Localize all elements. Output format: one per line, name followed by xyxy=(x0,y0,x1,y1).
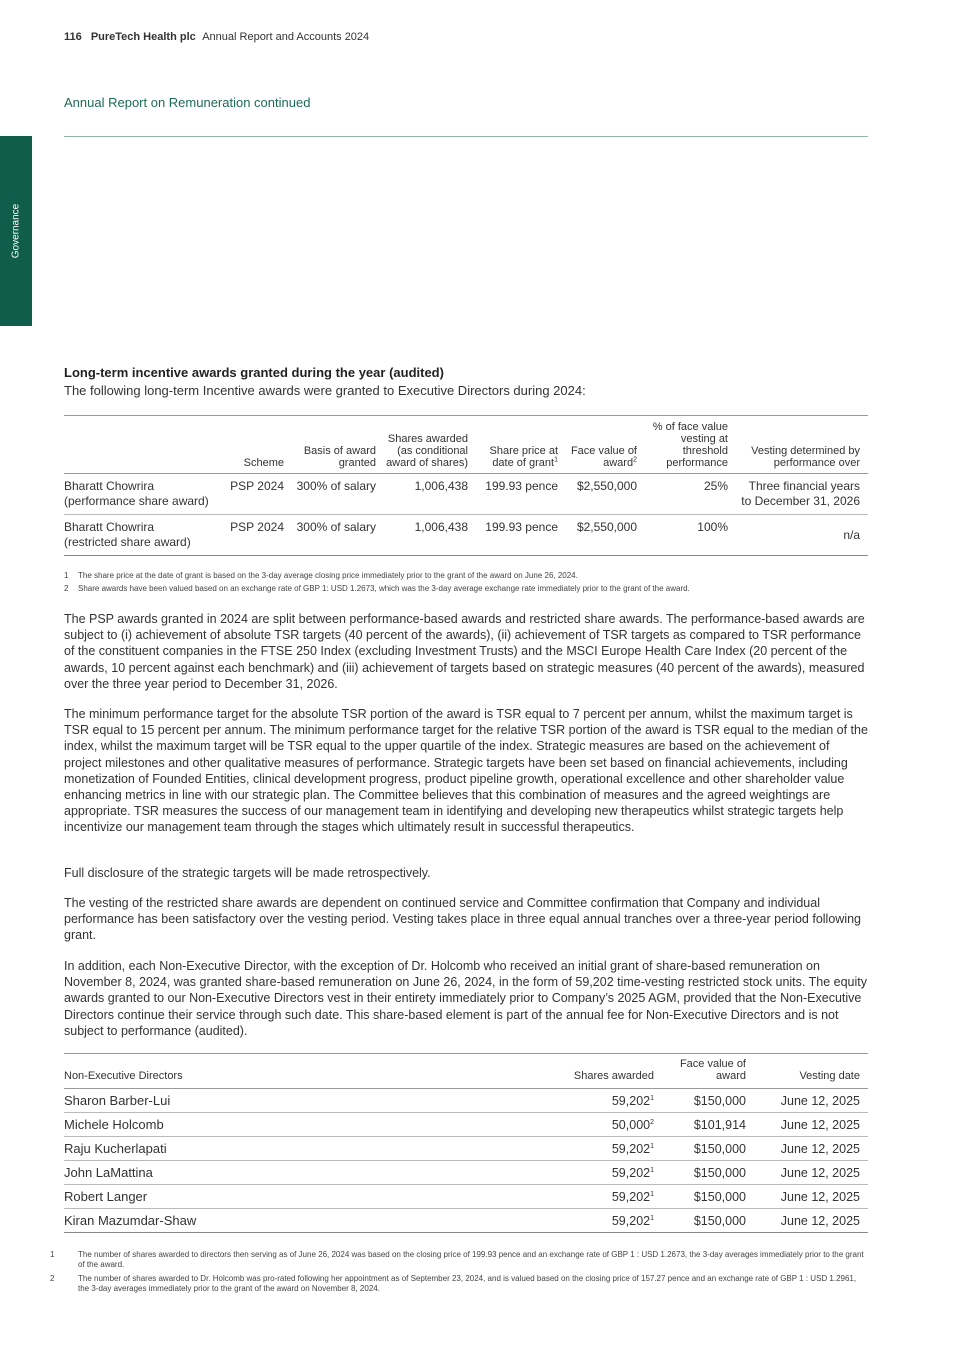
ned-face: $101,914 xyxy=(662,1113,754,1137)
header-vesting: Vesting determined by performance over xyxy=(736,416,868,474)
body-paragraph: Full disclosure of the strategic targets will be made retrospectively. xyxy=(64,866,431,880)
ned-name: Kiran Mazumdar-Shaw xyxy=(64,1209,570,1233)
ned-vesting: June 12, 2025 xyxy=(754,1113,868,1137)
header-threshold-pct: % of face value vesting at threshold performance xyxy=(645,416,736,474)
table-row xyxy=(64,515,868,556)
ltip-intro: The following long-term Incentive awards were granted to Executive Directors during 2024: xyxy=(64,383,586,398)
director-name: Bharatt Chowrira (performance share award) xyxy=(64,474,226,515)
ned-name: Robert Langer xyxy=(64,1185,570,1209)
footnote: 1 The number of shares awarded to directors then serving as of June 26, 2024 was based on the closing price of 199.93 pence and an exchange rate of GBP 1 : USD 1.2673, the 3-day averages immediately prior to the grant of the award. xyxy=(50,1250,864,1269)
ned-vesting: June 12, 2025 xyxy=(754,1089,868,1113)
basis-cell: 300% of salary xyxy=(292,515,384,556)
pct-cell: 100% xyxy=(645,515,736,556)
ned-face: $150,000 xyxy=(662,1161,754,1185)
page-header xyxy=(64,31,369,43)
header-face-value: Face value of award$^2$ xyxy=(566,416,645,474)
header-director xyxy=(64,416,226,474)
header-ned-vesting: Vesting date xyxy=(754,1054,868,1089)
vesting-cell: Three financial years to December 31, 2026 xyxy=(736,474,868,515)
scheme-cell: PSP 2024 xyxy=(226,515,292,556)
price-cell: 199.93 pence xyxy=(476,474,566,515)
table-header-row xyxy=(64,1054,868,1089)
ned-vesting: June 12, 2025 xyxy=(754,1185,868,1209)
ned-shares: 59,202$^1$ xyxy=(570,1089,662,1113)
ned-name: Michele Holcomb xyxy=(64,1113,570,1137)
header-share-price: Share price at date of grant$^1$ xyxy=(476,416,566,474)
section-title: Annual Report on Remuneration continued xyxy=(64,95,311,110)
scheme-cell: PSP 2024 xyxy=(226,474,292,515)
face-cell: $2,550,000 xyxy=(566,474,645,515)
table-row xyxy=(64,1089,868,1113)
ned-shares: 59,202$^1$ xyxy=(570,1185,662,1209)
table-row xyxy=(64,1161,868,1185)
header-ned-face: Face value of award xyxy=(662,1054,754,1089)
shares-cell: 1,006,438 xyxy=(384,474,476,515)
header-scheme: Scheme xyxy=(226,416,292,474)
ned-name: John LaMattina xyxy=(64,1161,570,1185)
header-divider xyxy=(64,136,868,137)
header-ned-shares: Shares awarded xyxy=(570,1054,662,1089)
body-paragraph: The PSP awards granted in 2024 are split between performance-based awards and restricted share awards. The performance-based awards are subject to (i) achievement of absolute TSR targets (40 percent of the awards), (ii) achievement of TSR targets as compared to TSR performance of the constituent companies in the FTSE 250 Index (excluding Investment Trusts) and the MSCI Europe Health Care Index (20 percent of the awards, 10 percent against each benchmark) and (iii) achievement of targets based on strategic measures (40 percent of the awards), measured over the three year period to December 31, 2026. xyxy=(64,612,865,691)
vesting-cell: n/a xyxy=(736,515,868,556)
ned-name: Raju Kucherlapati xyxy=(64,1137,570,1161)
side-tab xyxy=(0,136,32,326)
face-cell: $2,550,000 xyxy=(566,515,645,556)
body-paragraph: In addition, each Non-Executive Director, with the exception of Dr. Holcomb who received an initial grant of share-based remuneration on November 8, 2024, was granted share-based remuneration on June 26, 2024, in the form of 59,202 time-vesting restricted stock units. The equity awards granted to our Non-Executive Directors vest in their entirety immediately prior to Company’s 2025 AGM, provided that the Non-Executive Directors continue their service through such date. This share-based element is part of the annual fee for Non-Executive Directors and is not subject to performance (audited). xyxy=(64,959,867,1038)
pct-cell: 25% xyxy=(645,474,736,515)
shares-cell: 1,006,438 xyxy=(384,515,476,556)
price-cell: 199.93 pence xyxy=(476,515,566,556)
ned-shares: 59,202$^1$ xyxy=(570,1161,662,1185)
basis-cell: 300% of salary xyxy=(292,474,384,515)
ned-shares: 59,202$^1$ xyxy=(570,1209,662,1233)
ned-shares: 59,202$^1$ xyxy=(570,1137,662,1161)
table-row xyxy=(64,1185,868,1209)
table-row xyxy=(64,1113,868,1137)
ltip-table xyxy=(64,415,868,556)
ned-vesting: June 12, 2025 xyxy=(754,1137,868,1161)
report-title: Annual Report and Accounts 2024 xyxy=(202,31,370,43)
body-paragraph: The vesting of the restricted share awards are dependent on continued service and Committee confirmation that Company and individual performance has been satisfactory over the vesting period. Vesting takes place in three equal annual tranches over a three-year period following grant. xyxy=(64,896,861,943)
footnote: 2 The number of shares awarded to Dr. Holcomb was pro-rated following her appointment as of September 23, 2024, and is valued based on the closing price of 157.27 pence and an exchange rate of GBP 1 : USD 1.2961, the 3-day averages immediately prior to the grant of the award on November 8, 2024. xyxy=(50,1274,857,1293)
ned-vesting: June 12, 2025 xyxy=(754,1209,868,1233)
ned-table xyxy=(64,1053,868,1233)
header-ned-name: Non-Executive Directors xyxy=(64,1054,570,1089)
ned-face: $150,000 xyxy=(662,1209,754,1233)
table-row xyxy=(64,1137,868,1161)
footnote: 2 Share awards have been valued based on an exchange rate of GBP 1: USD 1.2673, which was the 3-day average exchange rate immediately prior to the grant of the award. xyxy=(64,584,690,593)
ned-shares: 50,000$^2$ xyxy=(570,1113,662,1137)
table-row xyxy=(64,1209,868,1233)
ned-vesting: June 12, 2025 xyxy=(754,1161,868,1185)
header-shares: Shares awarded (as conditional award of shares) xyxy=(384,416,476,474)
footnote: 1 The share price at the date of grant is based on the 3-day average closing price immediately prior to the grant of the award on June 26, 2024. xyxy=(64,571,578,580)
header-basis: Basis of award granted xyxy=(292,416,384,474)
table-header-row xyxy=(64,416,868,474)
side-tab-label: Governance xyxy=(10,203,22,259)
ltip-heading: Long-term incentive awards granted during the year (audited) xyxy=(64,365,444,380)
ned-face: $150,000 xyxy=(662,1137,754,1161)
ned-face: $150,000 xyxy=(662,1185,754,1209)
ned-face: $150,000 xyxy=(662,1089,754,1113)
body-paragraph: The minimum performance target for the absolute TSR portion of the award is TSR equal to 7 percent per annum, whilst the maximum target is TSR equal to 15 percent per annum. The minimum performance target for the relative TSR portion of the award is TSR equal to the median of the index, whilst the maximum target will be TSR equal to the upper quartile of the index. Strategic measures are based on the achievement of project milestones and other qualitative measures of performance. Strategic targets have been set based on financial achievements, including monetization of Founded Entities, clinical development progress, product pipeline growth, operational excellence and other shareholder value enhancing metrics in line with our strategic plan. The Committee believes that this combination of measures and the agreed weightings are appropriate. TSR measures the success of our management team in identifying and developing new therapeutics whilst strategic targets help incentivize our management team through the stages which ultimately result in successful therapeutics. xyxy=(64,707,868,835)
company-name: PureTech Health plc xyxy=(90,31,196,43)
page-number: 116 xyxy=(64,31,82,43)
director-name: Bharatt Chowrira (restricted share award) xyxy=(64,515,226,556)
ned-name: Sharon Barber-Lui xyxy=(64,1089,570,1113)
table-row xyxy=(64,474,868,515)
